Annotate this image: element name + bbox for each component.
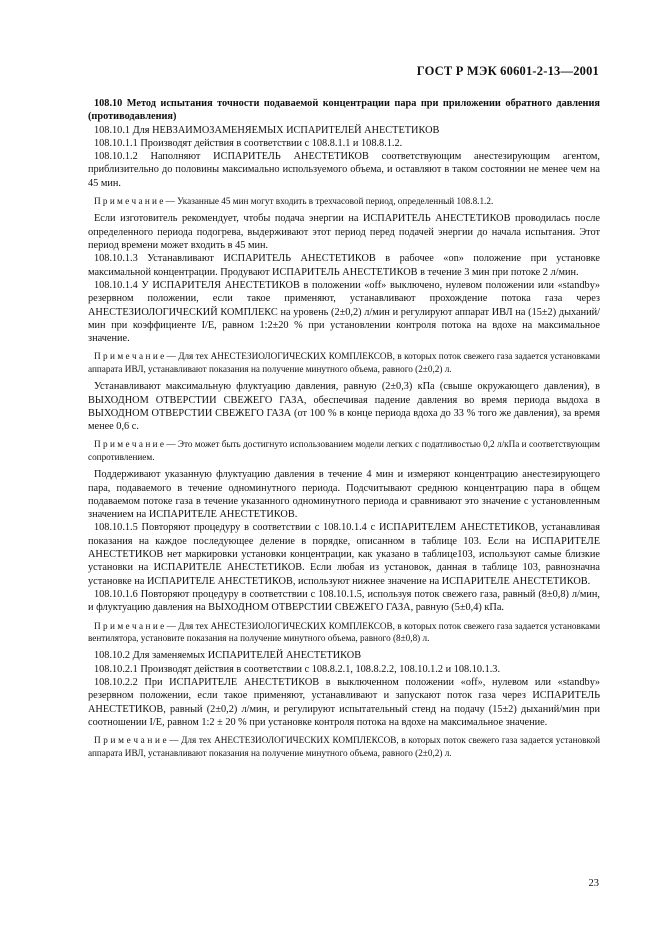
paragraph: Поддерживают указанную флуктуацию давления в течение 4 мин и измеряют концентрацию анестезирующего пара, подаваемого в течение одноминутного периода. Подсчитывают среднюю концентрацию пара в общем подаваемом потоке газа в течение указанного одноминутного периода и сравнивают это значение с установленным значением на ИСПАРИТЕЛЕ АНЕСТЕТИКОВ. [88, 469, 600, 521]
note-paragraph: П р и м е ч а н и е — Для тех АНЕСТЕЗИОЛОГИЧЕСКИХ КОМПЛЕКСОВ, в которых поток свежего газа задается установкой аппарата ИВЛ, устанавливают показания на получение минутного объема, равного (2±0,2) л. [88, 735, 600, 758]
note-paragraph: П р и м е ч а н и е — Это может быть достигнуто использованием модели легких с податливостью 0,2 л/кПа и соответствующим сопротивлением. [88, 439, 600, 462]
page-number: 23 [588, 878, 599, 889]
document-body [88, 97, 600, 759]
paragraph: 108.10.2 Для заменяемых ИСПАРИТЕЛЕЙ АНЕСТЕТИКОВ [94, 650, 362, 662]
paragraph: 108.10.1.6 Повторяют процедуру в соответствии с 108.10.1.5, используя поток свежего газа, равный (8±0,8) л/мин, и флуктуацию давления на ВЫХОДНОМ ОТВЕРСТИИ СВЕЖЕГО ГАЗА, равную (5±0,4) кПа. [88, 588, 600, 614]
paragraph: 108.10.1.2 Наполняют ИСПАРИТЕЛЬ АНЕСТЕТИКОВ соответствующим анестезирующим агентом, приблизительно до половины максимально используемого объема, и оставляют в таком состоянии не менее чем на 45 мин. [88, 151, 600, 189]
section-heading: 108.10 Метод испытания точности подаваемой концентрации пара при приложении обратного давления (противодавления) [88, 98, 600, 123]
paragraph: 108.10.2.2 При ИСПАРИТЕЛЕ АНЕСТЕТИКОВ в выключенном положении «off», нулевом или «standby» резервном положении, если такое применяют, устанавливают и запускают поток газа через ИСПАРИТЕЛЬ АНЕСТЕТИКОВ, равный (2±0,2) л/мин, и регулируют испытательный стенд на подачу (15±2) дыханий/мин при соотношении I/E, равном 1:2 ± 20 % при установке контроля потока на вдохе на максимальное значение. [88, 676, 600, 728]
paragraph: Устанавливают максимальную флуктуацию давления, равную (2±0,3) кПа (свыше окружающего давления), в ВЫХОДНОМ ОТВЕРСТИИ СВЕЖЕГО ГАЗА, обеспечивая падение давления во время периода выдоха в ВЫХОДНОМ ОТВЕРСТИИ СВЕЖЕГО ГАЗА (от 100 % в конце периода вдоха до 33 % того же давления), за время менее 0,6 с. [88, 381, 600, 433]
note-paragraph: П р и м е ч а н и е — Для тех АНЕСТЕЗИОЛОГИЧЕСКИХ КОМПЛЕКСОВ, в которых поток свежего газа задается установками аппарата ИВЛ, устанавливают показания на получение минутного объема, равного (2±0,2) л. [88, 351, 600, 374]
paragraph: Если изготовитель рекомендует, чтобы подача энергии на ИСПАРИТЕЛЬ АНЕСТЕТИКОВ проводилась после определенного периода подогрева, выдерживают этот период перед подачей энергии до начала испытания. Этот период времени может входить в 45 мин. [88, 213, 600, 252]
note-paragraph: П р и м е ч а н и е — Для тех АНЕСТЕЗИОЛОГИЧЕСКИХ КОМПЛЕКСОВ, в которых поток свежего газа задается установками вентилятора, установите показания на получение минутного объема, равного (8±0,8) л. [88, 620, 600, 643]
note-paragraph: П р и м е ч а н и е — Указанные 45 мин могут входить в трехчасовой период, определенный 108.8.1.2. [94, 196, 494, 207]
paragraph: 108.10.1.3 Устанавливают ИСПАРИТЕЛЬ АНЕСТЕТИКОВ в рабочее «on» положение при установке максимальной концентрации. Продувают ИСПАРИТЕЛЬ АНЕСТЕТИКОВ в течение 3 мин при потоке 2 л/мин. [88, 253, 600, 278]
paragraph: 108.10.1.4 У ИСПАРИТЕЛЯ АНЕСТЕТИКОВ в положении «off» выключено, нулевом положении или «standby» резервном положении, если такое применяют, устанавливают прохождение потока газа через АНЕСТЕЗИОЛОГИЧЕСКИЙ КОМПЛЕКС на уровень (2±0,2) л/мин и регулируют аппарат ИВЛ на (15±2) дыханий/мин при коэффициенте I/E, равном 1:2±20 % при установлении контроля потока на вдохе на максимальное значение. [88, 279, 600, 345]
standard-code-header: ГОСТ Р МЭК 60601-2-13—2001 [416, 64, 599, 78]
paragraph: 108.10.1 Для НЕВЗАИМОЗАМЕНЯЕМЫХ ИСПАРИТЕЛЕЙ АНЕСТЕТИКОВ [94, 124, 440, 136]
paragraph: 108.10.1.1 Производят действия в соответствии с 108.8.1.1 и 108.8.1.2. [94, 137, 403, 149]
paragraph: 108.10.2.1 Производят действия в соответствии с 108.8.2.1, 108.8.2.2, 108.10.1.2 и 108.10.1.3. [94, 663, 501, 675]
paragraph: 108.10.1.5 Повторяют процедуру в соответствии с 108.10.1.4 с ИСПАРИТЕЛЕМ АНЕСТЕТИКОВ, устанавливая показания на каждое последующее деление в порядке, описанном в таблице 103. Если на ИСПАРИТЕЛЕ АНЕСТЕТИКОВ нет маркировки установки концентрации, как указано в таблице103, используют самые близкие установки на ИСПАРИТЕЛЕ АНЕСТЕТИКОВ. Если любая из установок, данная в таблице 103, равнозначна установке на ИСПАРИТЕЛЕ АНЕСТЕТИКОВ, используют нижнее значение на ИСПАРИТЕЛЕ АНЕСТЕТИКОВ. [88, 522, 600, 587]
